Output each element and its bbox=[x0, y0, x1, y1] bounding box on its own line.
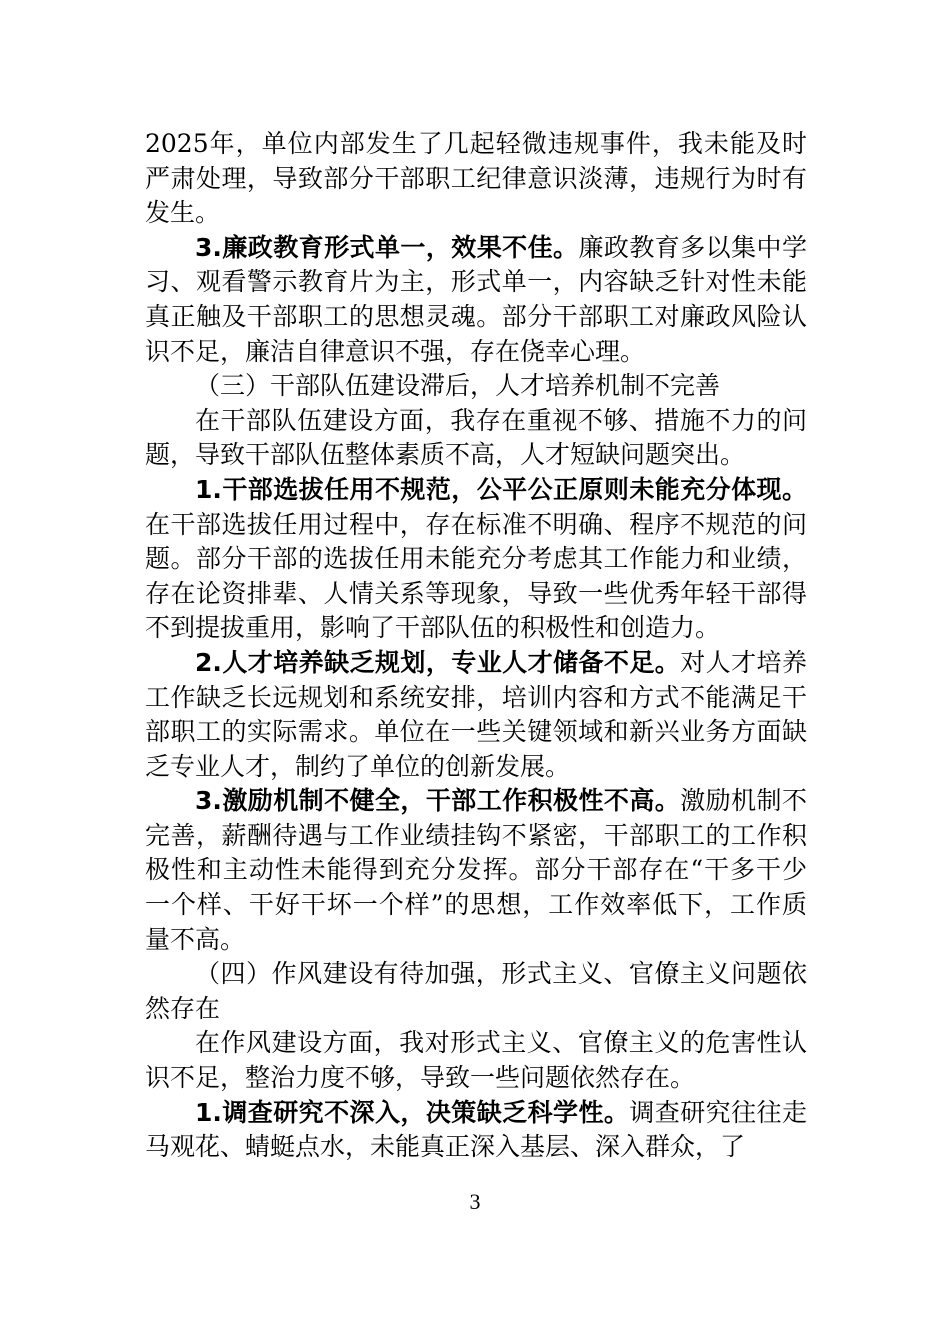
paragraph-text: 在作风建设方面，我对形式主义、官僚主义的危害性认识不足，整治力度不够，导致一些问题依然存在。 bbox=[145, 1028, 807, 1093]
paragraph-lead: 2.人才培养缺乏规划，专业人才储备不足。 bbox=[195, 647, 681, 677]
section-heading-text: （三）干部队伍建设滞后，人才培养机制不完善 bbox=[195, 371, 721, 401]
paragraph-lead: 3.激励机制不健全，干部工作积极性不高。 bbox=[195, 786, 681, 816]
paragraph-text: 在干部队伍建设方面，我存在重视不够、措施不力的问题，导致干部队伍整体素质不高，人才短缺问题突出。 bbox=[145, 405, 807, 470]
paragraph-continuation bbox=[145, 127, 807, 231]
paragraph-lead: 1.调查研究不深入，决策缺乏科学性。 bbox=[195, 1097, 630, 1127]
paragraph-text: 在干部选拔任用过程中，存在标准不明确、程序不规范的问题。部分干部的选拔任用未能充分考虑其工作能力和业绩，存在论资排辈、人情关系等现象，导致一些优秀年轻干部得不到提拔重用，影响了干部队伍的积极性和创造力。 bbox=[145, 509, 807, 643]
paragraph-text: 激励机制不完善，薪酬待遇与工作业绩挂钩不紧密，干部职工的工作积极性和主动性未能得到充分发挥。部分干部存在“干多干少一个样、干好干坏一个样”的思想，工作效率低下，工作质量不高。 bbox=[145, 786, 807, 954]
document-body bbox=[145, 127, 807, 1165]
section-heading-three bbox=[145, 369, 807, 404]
paragraph-lead: 3.廉政教育形式单一，效果不佳。 bbox=[195, 232, 579, 262]
paragraph-work-style-intro bbox=[145, 1026, 807, 1095]
paragraph-text: 对人才培养工作缺乏长远规划和系统安排，培训内容和方式不能满足干部职工的实际需求。单位在一些关键领域和新兴业务方面缺乏专业人才，制约了单位的创新发展。 bbox=[145, 647, 807, 781]
paragraph-integrity-education bbox=[145, 231, 807, 369]
section-heading-text: （四）作风建设有待加强，形式主义、官僚主义问题依然存在 bbox=[145, 959, 807, 1023]
paragraph-lead: 1.干部选拔任用不规范，公平公正原则未能充分体现。 bbox=[195, 474, 807, 504]
paragraph-cadre-intro bbox=[145, 404, 807, 473]
paragraph-cadre-selection bbox=[145, 473, 807, 646]
paragraph-text: 调查研究往往走马观花、蜻蜓点水，未能真正深入基层、深入群众，了 bbox=[145, 1097, 807, 1162]
paragraph-incentive-mechanism bbox=[145, 784, 807, 957]
page-number: 3 bbox=[469, 1189, 481, 1214]
section-heading-four bbox=[145, 957, 807, 1026]
paragraph-text: 2025年，单位内部发生了几起轻微违规事件，我未能及时严肃处理，导致部分干部职工纪律意识淡薄，违规行为时有发生。 bbox=[145, 129, 807, 228]
paragraph-investigation-research bbox=[145, 1096, 807, 1165]
paragraph-talent-training bbox=[145, 646, 807, 784]
paragraph-text: 廉政教育多以集中学习、观看警示教育片为主，形式单一，内容缺乏针对性未能真正触及干部职工的思想灵魂。部分干部职工对廉政风险认识不足，廉洁自律意识不强，存在侥幸心理。 bbox=[145, 232, 807, 366]
